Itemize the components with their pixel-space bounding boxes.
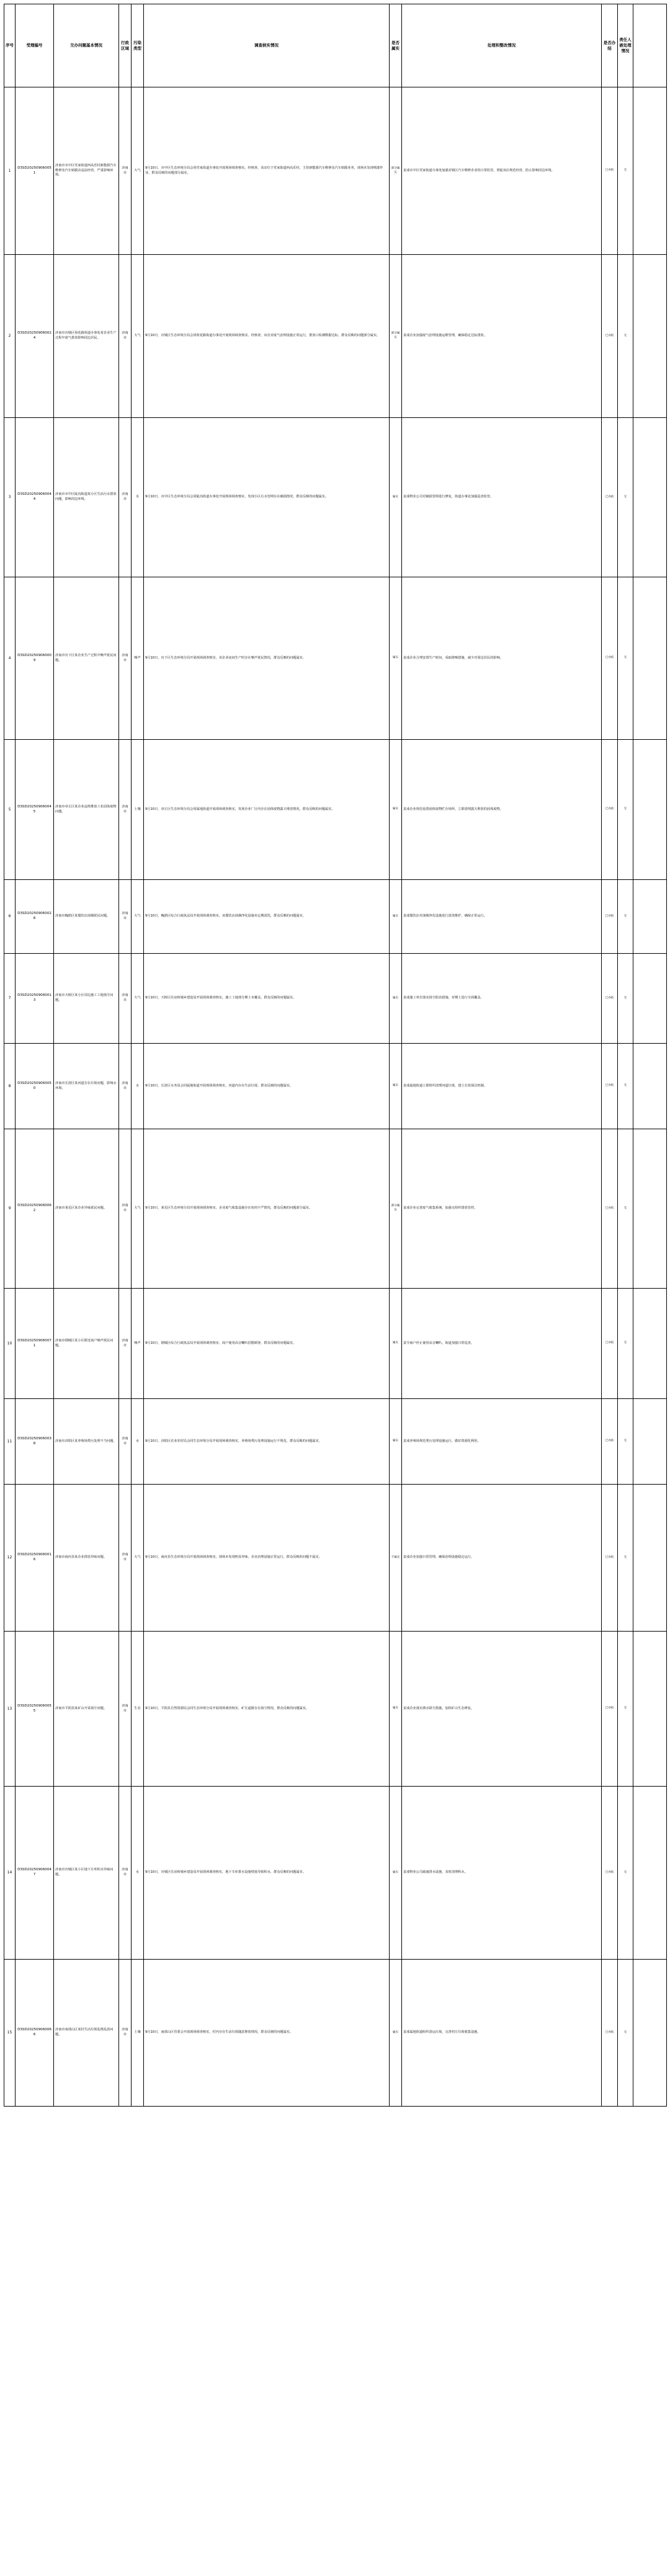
row-survey: 9月10日，平阴县自然资源局会同生态环境分局开展现场调查核实，矿区道路存在扬尘情况，群众反映的问题属实。	[144, 1632, 390, 1787]
row-penalty: 无	[618, 954, 633, 1044]
row-number: 6	[4, 880, 16, 954]
table-row	[4, 577, 667, 740]
header-closed: 是否办结	[602, 4, 618, 87]
row-blank	[633, 1399, 667, 1485]
header-region: 行政区域	[119, 4, 132, 87]
row-penalty: 无	[618, 1632, 633, 1787]
row-survey: 9月10日，槐荫区综合行政执法局开展现场调查核实，该餐饮店油烟净化设施未定期清洗，群众反映的问题属实。	[144, 880, 390, 954]
row-survey: 9月10日，济阳区农业农村局会同生态环境分局开展现场调查核实，养殖场粪污处理设施运行不规范，群众反映的问题属实。	[144, 1399, 390, 1485]
row-verified: 不属实	[390, 1485, 402, 1632]
row-summary: 济南市济阳区某养殖场粪污处理不当问题。	[54, 1399, 119, 1485]
row-blank	[633, 1787, 667, 1960]
row-code: D3SD202509060047	[16, 1787, 54, 1960]
row-summary: 济南市平阴县某矿山开采扬尘问题。	[54, 1632, 119, 1787]
row-blank	[633, 1960, 667, 2107]
row-summary: 济南市南部山区某村生活垃圾乱堆乱放问题。	[54, 1960, 119, 2107]
row-penalty: 无	[618, 255, 633, 418]
row-code: D3SD202509060009	[16, 577, 54, 740]
row-code: D3SD202509060055	[16, 1632, 54, 1787]
row-number: 10	[4, 1289, 16, 1399]
table-row	[4, 954, 667, 1044]
row-region: 济南市	[119, 1960, 132, 2107]
complaint-table	[4, 4, 667, 2107]
row-number: 8	[4, 1044, 16, 1129]
row-summary: 济南市历城区荷花路街道办事处某企业生产过程中废气排放影响周边居民。	[54, 255, 119, 418]
row-summary: 济南市长清区某河道存在垃圾问题，影响水环境。	[54, 1044, 119, 1129]
row-number: 1	[4, 87, 16, 255]
header-summary: 交办问题基本情况	[54, 4, 119, 87]
row-pollution-type: 水	[132, 1399, 144, 1485]
row-handling: 责成养殖场规范粪污处理设施运行，做好资源化利用。	[402, 1399, 602, 1485]
row-region: 济南市	[119, 255, 132, 418]
row-closed: 已办结	[602, 880, 618, 954]
row-summary: 济南市商河县某企业排放异味问题。	[54, 1485, 119, 1632]
table-header-row	[4, 4, 667, 87]
row-penalty: 无	[618, 1129, 633, 1289]
row-region: 济南市	[119, 1044, 132, 1129]
row-closed: 已办结	[602, 87, 618, 255]
row-pollution-type: 噪声	[132, 577, 144, 740]
row-blank	[633, 1044, 667, 1129]
row-penalty: 无	[618, 1787, 633, 1960]
row-verified: 属实	[390, 1044, 402, 1129]
row-closed: 已办结	[602, 1289, 618, 1399]
row-handling: 责成企业落实洒水降尘措施，加快矿山生态修复。	[402, 1632, 602, 1787]
row-blank	[633, 954, 667, 1044]
row-survey: 9月10日，天桥区住房和城乡建设局开展现场调查核实，施工工地部分裸土未覆盖，群众反映的问题属实。	[144, 954, 390, 1044]
row-region: 济南市	[119, 1129, 132, 1289]
row-code: D3SD202509060050	[16, 1044, 54, 1129]
row-handling: 责成企业完善废气收集系统，加强无组织排放管控。	[402, 1129, 602, 1289]
row-blank	[633, 87, 667, 255]
table-row	[4, 87, 667, 255]
row-blank	[633, 1485, 667, 1632]
row-closed: 已办结	[602, 577, 618, 740]
row-penalty: 无	[618, 87, 633, 255]
row-pollution-type: 大气	[132, 954, 144, 1044]
row-survey: 9月10日，历下区生态环境分局开展现场调查核实，该企业夜间生产时存在噪声扰民情况，群众反映的问题属实。	[144, 577, 390, 740]
row-verified: 属实	[390, 1960, 402, 2107]
row-handling: 责成市中区党家街道办事处加强对辖区汽车维修企业的日常监管，督促该店规范经营，防止影响周边环境。	[402, 87, 602, 255]
row-blank	[633, 1289, 667, 1399]
row-pollution-type: 大气	[132, 255, 144, 418]
row-survey: 9月10日，历城区住房和城乡建设局开展现场调查核实，地下车库排水设施堵塞导致积水，群众反映的问题属实。	[144, 1787, 390, 1960]
row-code: D3SD202509060013	[16, 954, 54, 1044]
row-number: 4	[4, 577, 16, 740]
complaint-table-page	[4, 4, 666, 2107]
row-pollution-type: 土壤	[132, 1960, 144, 2107]
row-pollution-type: 大气	[132, 87, 144, 255]
header-survey: 调查核实情况	[144, 4, 390, 87]
row-number: 14	[4, 1787, 16, 1960]
row-region: 济南市	[119, 1485, 132, 1632]
row-pollution-type: 水	[132, 418, 144, 577]
row-verified: 属实	[390, 1289, 402, 1399]
row-verified: 部分属实	[390, 1129, 402, 1289]
row-blank	[633, 255, 667, 418]
row-code: D3SD202509060062	[16, 1129, 54, 1289]
row-pollution-type: 水	[132, 1787, 144, 1960]
row-code: D3SD202509060066	[16, 1960, 54, 2107]
row-pollution-type: 大气	[132, 1485, 144, 1632]
row-summary: 济南市历下区某企业生产过程中噪声扰民问题。	[54, 577, 119, 740]
row-verified: 属实	[390, 1787, 402, 1960]
row-region: 济南市	[119, 954, 132, 1044]
row-survey: 9月10日，历城区生态环境分局会同荷花路街道办事处开展现场调查核实。经核查，该企业废气治理设施正常运行，排放口检测数据达标，群众反映的问题部分属实。	[144, 255, 390, 418]
row-penalty: 无	[618, 1289, 633, 1399]
row-closed: 已办结	[602, 1960, 618, 2107]
row-pollution-type: 大气	[132, 880, 144, 954]
header-penalty: 责任人被处理情况	[618, 4, 633, 87]
row-closed: 已办结	[602, 418, 618, 577]
row-blank	[633, 418, 667, 577]
row-penalty: 无	[618, 577, 633, 740]
row-code: D3SD202509060038	[16, 1399, 54, 1485]
row-code: D3SD202509060016	[16, 1485, 54, 1632]
row-penalty: 无	[618, 1399, 633, 1485]
row-region: 济南市	[119, 87, 132, 255]
row-blank	[633, 740, 667, 880]
row-handling: 责成企业合理安排生产时间，采取降噪措施，减少对周边居民的影响。	[402, 577, 602, 740]
row-region: 济南市	[119, 1289, 132, 1399]
row-pollution-type: 水	[132, 1044, 144, 1129]
row-penalty: 无	[618, 880, 633, 954]
row-closed: 已办结	[602, 1632, 618, 1787]
table-row	[4, 1289, 667, 1399]
row-summary: 济南市市中区党家街道西高乐村新能源汽车维修及汽车贴膜店违法经营，严重影响环境。	[54, 87, 119, 255]
row-region: 济南市	[119, 1632, 132, 1787]
row-verified: 部分属实	[390, 87, 402, 255]
table-row	[4, 255, 667, 418]
table-row	[4, 1632, 667, 1787]
row-verified: 属实	[390, 418, 402, 577]
row-handling: 责成施工单位落实扬尘防治措施，对裸土进行全面覆盖。	[402, 954, 602, 1044]
row-summary: 济南市天桥区某小区周边施工工地扬尘问题。	[54, 954, 119, 1044]
row-number: 2	[4, 255, 16, 418]
row-closed: 已办结	[602, 255, 618, 418]
row-survey: 9月10日，市中区生态环境分局会同党家街道办事处开展现场调查核实。经核查，该店位于党家街道西高乐村，主营新能源汽车维修及汽车贴膜业务，现场未发现喷漆作业，群众反映的问题部分属实。	[144, 87, 390, 255]
row-survey: 9月10日，市中区生态环境分局会同陡沟街道办事处开展现场调查核实，发现小区污水管网存在破损情况，群众反映的问题属实。	[144, 418, 390, 577]
row-survey: 9月10日，长清区水务局会同属地街道开展现场调查核实，河道内存在生活垃圾，群众反映的问题属实。	[144, 1044, 390, 1129]
row-summary: 济南市市中区陡沟街道某小区生活污水排放问题，影响周边环境。	[54, 418, 119, 577]
row-closed: 已办结	[602, 1787, 618, 1960]
row-penalty: 无	[618, 418, 633, 577]
row-verified: 属实	[390, 954, 402, 1044]
row-pollution-type: 生态	[132, 1632, 144, 1787]
row-closed: 已办结	[602, 1485, 618, 1632]
row-code: D3SD202509060028	[16, 880, 54, 954]
row-penalty: 无	[618, 1044, 633, 1129]
row-handling: 责成属地街道组织清运垃圾，完善村庄垃圾收集设施。	[402, 1960, 602, 2107]
row-penalty: 无	[618, 740, 633, 880]
row-penalty: 无	[618, 1485, 633, 1632]
row-verified: 属实	[390, 1632, 402, 1787]
row-region: 济南市	[119, 740, 132, 880]
row-closed: 已办结	[602, 1129, 618, 1289]
table-row	[4, 1399, 667, 1485]
row-handling: 责成企业加强日常管理，确保治理设施稳定运行。	[402, 1485, 602, 1632]
row-blank	[633, 880, 667, 954]
header-blank	[633, 4, 667, 87]
row-verified: 属实	[390, 880, 402, 954]
header-code: 受理编号	[16, 4, 54, 87]
row-closed: 已办结	[602, 1044, 618, 1129]
row-verified: 属实	[390, 577, 402, 740]
row-number: 9	[4, 1129, 16, 1289]
row-survey: 9月10日，商河县生态环境分局开展现场调查核实，现场未发现明显异味，企业治理设施正常运行，群众反映的问题不属实。	[144, 1485, 390, 1632]
row-pollution-type: 噪声	[132, 1289, 144, 1399]
header-pollution-type: 污染类型	[132, 4, 144, 87]
row-handling: 责令商户停止使用高音喇叭，街道加强日常巡查。	[402, 1289, 602, 1399]
row-survey: 9月10日，钢城区综合行政执法局开展现场调查核实，商户使用高音喇叭招揽顾客，群众反映的问题属实。	[144, 1289, 390, 1399]
row-region: 济南市	[119, 577, 132, 740]
row-survey: 9月10日，莱芜区生态环境分局开展现场调查核实，企业废气收集设施存在密闭不严情况，群众反映的问题部分属实。	[144, 1129, 390, 1289]
row-number: 5	[4, 740, 16, 880]
row-closed: 已办结	[602, 1399, 618, 1485]
row-handling: 责成属地街道立即组织清理河道垃圾，建立长效保洁机制。	[402, 1044, 602, 1129]
row-code: D3SD202509060051	[16, 87, 54, 255]
row-number: 15	[4, 1960, 16, 2107]
table-row	[4, 418, 667, 577]
row-summary: 济南市槐荫区某餐饮店油烟扰民问题。	[54, 880, 119, 954]
row-verified: 部分属实	[390, 255, 402, 418]
row-code: D3SD202509060044	[16, 418, 54, 577]
row-verified: 属实	[390, 740, 402, 880]
table-row	[4, 880, 667, 954]
row-region: 济南市	[119, 1399, 132, 1485]
row-handling: 责成物业公司疏通排水设施，及时清理积水。	[402, 1787, 602, 1960]
row-handling: 责成物业公司对破损管网进行修复，街道办事处加强巡查监管。	[402, 418, 602, 577]
table-row	[4, 1960, 667, 2107]
row-survey: 9月10日，南部山区管委会开展现场调查核实，村内存在生活垃圾随意堆放情况，群众反映的问题属实。	[144, 1960, 390, 2107]
row-summary: 济南市钢城区某小区附近商户噪声扰民问题。	[54, 1289, 119, 1399]
row-number: 13	[4, 1632, 16, 1787]
row-penalty: 无	[618, 1960, 633, 2107]
row-summary: 济南市历城区某小区地下车库积水异味问题。	[54, 1787, 119, 1960]
row-verified: 属实	[390, 1399, 402, 1485]
row-blank	[633, 577, 667, 740]
row-code: D3SD202509060024	[16, 255, 54, 418]
table-row	[4, 1044, 667, 1129]
row-handling: 责成餐饮店对油烟净化设施进行清洗维护，确保正常运行。	[402, 880, 602, 954]
row-region: 济南市	[119, 418, 132, 577]
row-number: 11	[4, 1399, 16, 1485]
row-number: 3	[4, 418, 16, 577]
row-code: D3SD202509060071	[16, 1289, 54, 1399]
row-blank	[633, 1129, 667, 1289]
row-handling: 责成企业规范设置固体废物贮存场所，立即清理露天堆放的固体废物。	[402, 740, 602, 880]
row-closed: 已办结	[602, 954, 618, 1044]
row-region: 济南市	[119, 880, 132, 954]
table-row	[4, 1787, 667, 1960]
row-region: 济南市	[119, 1787, 132, 1960]
row-code: D3SD202509060045	[16, 740, 54, 880]
row-pollution-type: 土壤	[132, 740, 144, 880]
row-number: 7	[4, 954, 16, 1044]
header-no: 序号	[4, 4, 16, 87]
table-row	[4, 740, 667, 880]
row-pollution-type: 大气	[132, 1129, 144, 1289]
header-verified: 是否属实	[390, 4, 402, 87]
row-blank	[633, 1632, 667, 1787]
row-summary: 济南市莱芜区某企业异味扰民问题。	[54, 1129, 119, 1289]
row-survey: 9月10日，章丘区生态环境分局会同属地街道开展现场调查核实，发现企业厂区内存在固体废物露天堆放情况，群众反映的问题属实。	[144, 740, 390, 880]
row-closed: 已办结	[602, 740, 618, 880]
header-handling: 处理和整改情况	[402, 4, 602, 87]
row-number: 12	[4, 1485, 16, 1632]
table-row	[4, 1129, 667, 1289]
table-row	[4, 1485, 667, 1632]
table-body	[4, 87, 667, 2107]
row-handling: 责成企业加强废气治理设施运维管理，确保稳定达标排放。	[402, 255, 602, 418]
row-summary: 济南市章丘区某企业违规堆放工业固体废物问题。	[54, 740, 119, 880]
